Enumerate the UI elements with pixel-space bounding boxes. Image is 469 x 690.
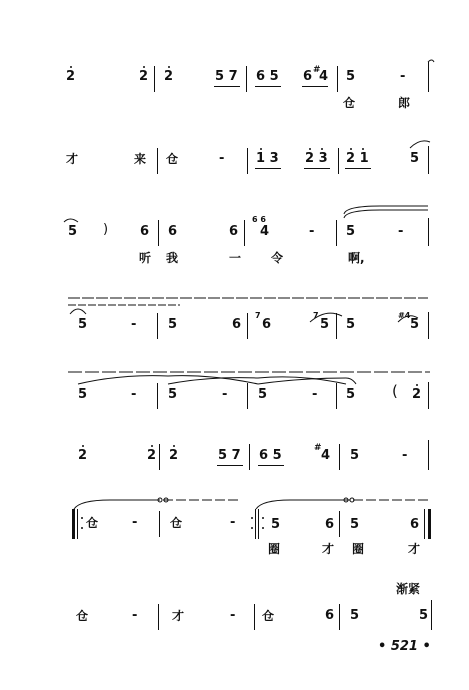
- note: 5: [168, 317, 178, 332]
- note: 5: [320, 317, 330, 332]
- dash: -: [402, 448, 408, 463]
- note: 6: [229, 224, 239, 239]
- tie-arc: [168, 377, 346, 384]
- note: 4: [321, 448, 331, 463]
- sharp-sign: #: [313, 65, 321, 75]
- note: 5: [410, 151, 420, 166]
- grace-notes: 6 6: [252, 215, 266, 224]
- dash: -: [312, 387, 318, 402]
- dash: -: [230, 515, 236, 530]
- tie-arc: [398, 316, 418, 322]
- note: 5: [419, 608, 429, 623]
- note: 5: [258, 387, 268, 402]
- sharp-sign: #: [314, 443, 322, 453]
- dash: -: [131, 387, 137, 402]
- lyric: 令: [271, 251, 284, 265]
- note: 4: [260, 224, 270, 239]
- grace-note: #4: [398, 311, 411, 320]
- percussion-syllable: 才: [172, 609, 185, 623]
- note: 6: [262, 317, 272, 332]
- note-group: 5 7: [215, 69, 238, 84]
- dash: -: [219, 151, 225, 166]
- percussion-syllable: 仓: [76, 609, 89, 623]
- note-group: 6 5: [259, 448, 282, 463]
- lyric: 听: [139, 251, 152, 265]
- note: 5: [346, 317, 356, 332]
- note-group: 1 3: [256, 151, 279, 166]
- paren: ): [103, 222, 109, 237]
- tie-arc: [78, 376, 258, 384]
- note: 5: [68, 224, 78, 239]
- percussion-syllable: 仓: [262, 609, 275, 623]
- note: 5: [78, 387, 88, 402]
- dash: -: [400, 69, 406, 84]
- tie-line: [344, 210, 428, 218]
- percussion-syllable: 仓: [86, 516, 99, 530]
- note-group: 2 1: [346, 151, 369, 166]
- dash: -: [222, 387, 228, 402]
- note: 4: [319, 69, 329, 84]
- grace-note: 7: [313, 311, 319, 320]
- note: 6: [325, 517, 335, 532]
- page-number: • 521 •: [378, 639, 431, 654]
- lyric: 一: [229, 251, 242, 265]
- note: 2: [78, 448, 88, 463]
- note: 5: [346, 69, 356, 84]
- lyric: 才: [66, 152, 79, 166]
- lyric: 仓: [343, 96, 356, 110]
- lyric: 我: [166, 251, 179, 265]
- note: 2: [169, 448, 179, 463]
- note: 5: [346, 224, 356, 239]
- note: 5: [168, 387, 178, 402]
- grace-note: 7: [255, 311, 261, 320]
- note: 5: [410, 317, 420, 332]
- tie-line: [256, 500, 340, 509]
- note: 5: [271, 517, 281, 532]
- note: 6: [140, 224, 150, 239]
- lyric: 圈: [352, 542, 365, 556]
- tie-line: [74, 500, 150, 509]
- lyric: 来: [134, 152, 147, 166]
- paren: (: [392, 382, 398, 400]
- note-group: 5 7: [218, 448, 241, 463]
- note: 5: [350, 608, 360, 623]
- note: 6: [232, 317, 242, 332]
- note: 6: [168, 224, 178, 239]
- dash: -: [131, 317, 137, 332]
- note: 6: [325, 608, 335, 623]
- dash: -: [132, 608, 138, 623]
- tie-arc: [70, 309, 86, 314]
- note: 5: [78, 317, 88, 332]
- note: 6: [410, 517, 420, 532]
- tie-arc: [310, 313, 342, 322]
- dash: -: [398, 224, 404, 239]
- tie-arc: [428, 60, 434, 62]
- note: 5: [350, 448, 360, 463]
- note: 2: [412, 387, 422, 402]
- note: 5: [346, 387, 356, 402]
- percussion-syllable: 仓: [170, 516, 183, 530]
- lyric: 仓: [166, 152, 179, 166]
- tempo-marking: 渐紧: [396, 582, 421, 596]
- lyric: 圈: [268, 542, 281, 556]
- dash: -: [309, 224, 315, 239]
- note: 2: [147, 448, 157, 463]
- note-group: 2 3: [305, 151, 328, 166]
- note: 2: [164, 69, 174, 84]
- dash: -: [132, 515, 138, 530]
- note: 6: [303, 69, 313, 84]
- tie-arc: [410, 141, 430, 148]
- lyric: 才: [322, 542, 335, 556]
- note: 2: [139, 69, 149, 84]
- note-group: 6 5: [256, 69, 279, 84]
- lyric: 郎: [398, 96, 411, 110]
- tie-arc: [64, 219, 78, 222]
- dash: -: [230, 608, 236, 623]
- lyric: 才: [408, 542, 421, 556]
- lyric: 啊,: [348, 251, 365, 265]
- note: 2: [66, 69, 76, 84]
- note: 5: [350, 517, 360, 532]
